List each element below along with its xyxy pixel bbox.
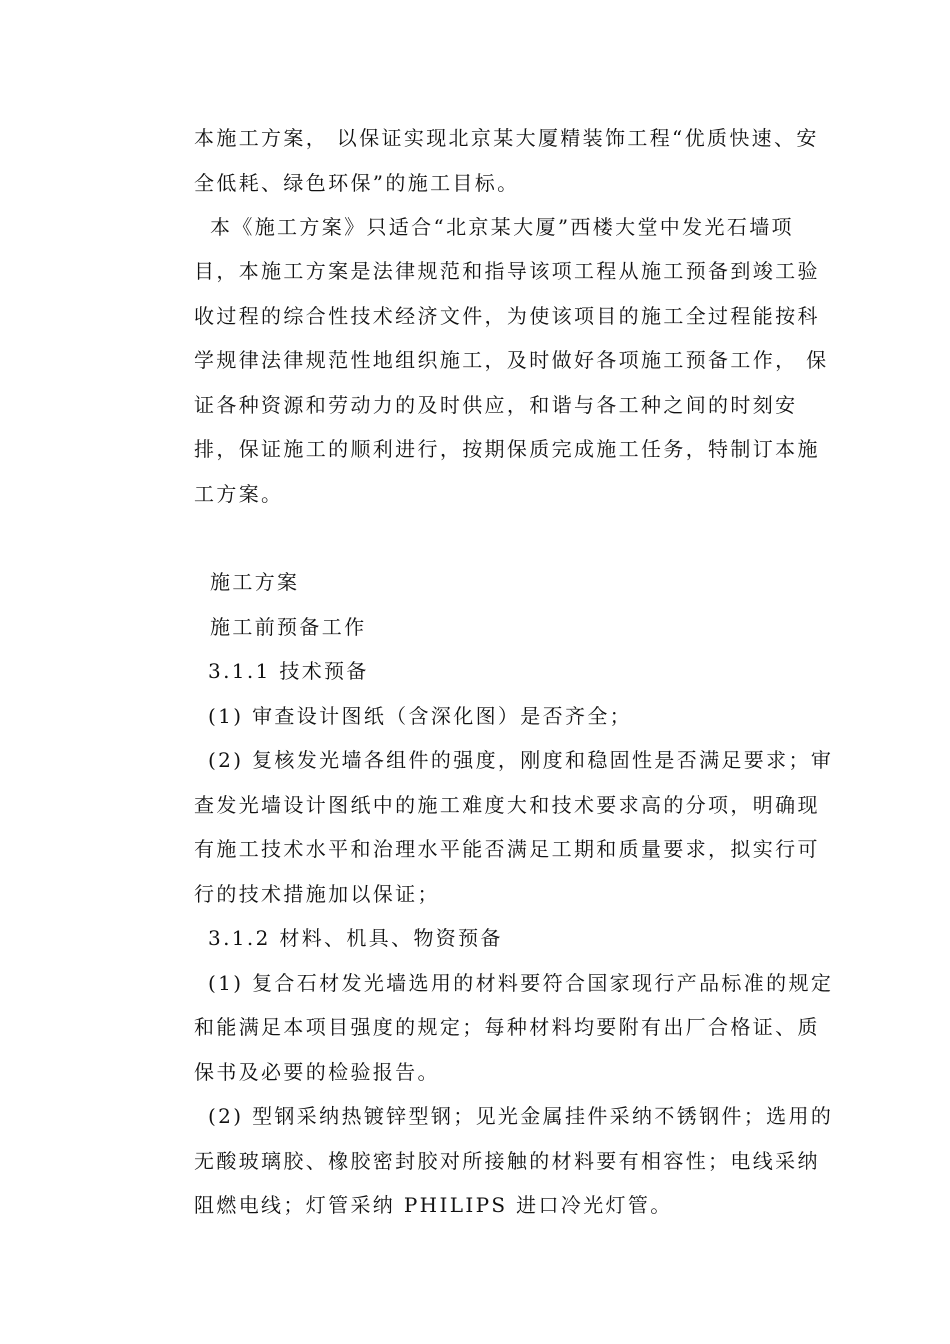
- scope-line-3: 收过程的综合性技术经济文件，为使该项目的施工全过程能按科: [194, 304, 820, 328]
- section-311-item-2-line-3: 有施工技术水平和治理水平能否满足工期和质量要求，拟实行可: [194, 837, 820, 861]
- section-312-item-1-line-1: (1) 复合石材发光墙选用的材料要符合国家现行产品标准的规定: [208, 971, 834, 995]
- section-312-item-2-line-3: 阻燃电线；灯管采纳 PHILIPS 进口冷光灯管。: [194, 1193, 673, 1217]
- section-311-title: 3.1.1 技术预备: [208, 659, 369, 683]
- section-312-item-1-line-3: 保书及必要的检验报告。: [194, 1060, 440, 1084]
- section-311-item-2-line-1: (2) 复核发光墙各组件的强度，刚度和稳固性是否满足要求；审: [208, 748, 834, 772]
- scope-line-2: 目，本施工方案是法律规范和指导该项工程从施工预备到竣工验: [194, 259, 820, 283]
- scope-line-1: 本《施工方案》只适合“北京某大厦”西楼大堂中发光石墙项: [210, 215, 794, 239]
- scope-line-6: 排，保证施工的顺利进行，按期保质完成施工任务，特制订本施: [194, 437, 820, 461]
- scope-line-4: 学规律法律规范性地组织施工，及时做好各项施工预备工作， 保: [194, 348, 829, 372]
- section-312-title: 3.1.2 材料、机具、物资预备: [208, 926, 503, 950]
- intro-line-1: 本施工方案， 以保证实现北京某大厦精装饰工程“优质快速、安: [194, 126, 819, 150]
- section-311-item-2-line-2: 查发光墙设计图纸中的施工难度大和技术要求高的分项，明确现: [194, 793, 820, 817]
- scope-line-7: 工方案。: [194, 482, 284, 506]
- scope-line-5: 证各种资源和劳动力的及时供应，和谐与各工种之间的时刻安: [194, 393, 798, 417]
- intro-line-2: 全低耗、绿色环保”的施工目标。: [194, 171, 520, 195]
- section-311-item-2-line-4: 行的技术措施加以保证；: [194, 882, 440, 906]
- heading-plan: 施工方案: [210, 570, 300, 594]
- section-311-item-1: (1) 审查设计图纸（含深化图）是否齐全；: [208, 704, 633, 728]
- section-312-item-2-line-1: (2) 型钢采纳热镀锌型钢；见光金属挂件采纳不锈钢件；选用的: [208, 1104, 834, 1128]
- heading-prep: 施工前预备工作: [210, 615, 367, 639]
- section-312-item-1-line-2: 和能满足本项目强度的规定；每种材料均要附有出厂合格证、质: [194, 1015, 820, 1039]
- section-312-item-2-line-2: 无酸玻璃胶、橡胶密封胶对所接触的材料要有相容性；电线采纳: [194, 1149, 820, 1173]
